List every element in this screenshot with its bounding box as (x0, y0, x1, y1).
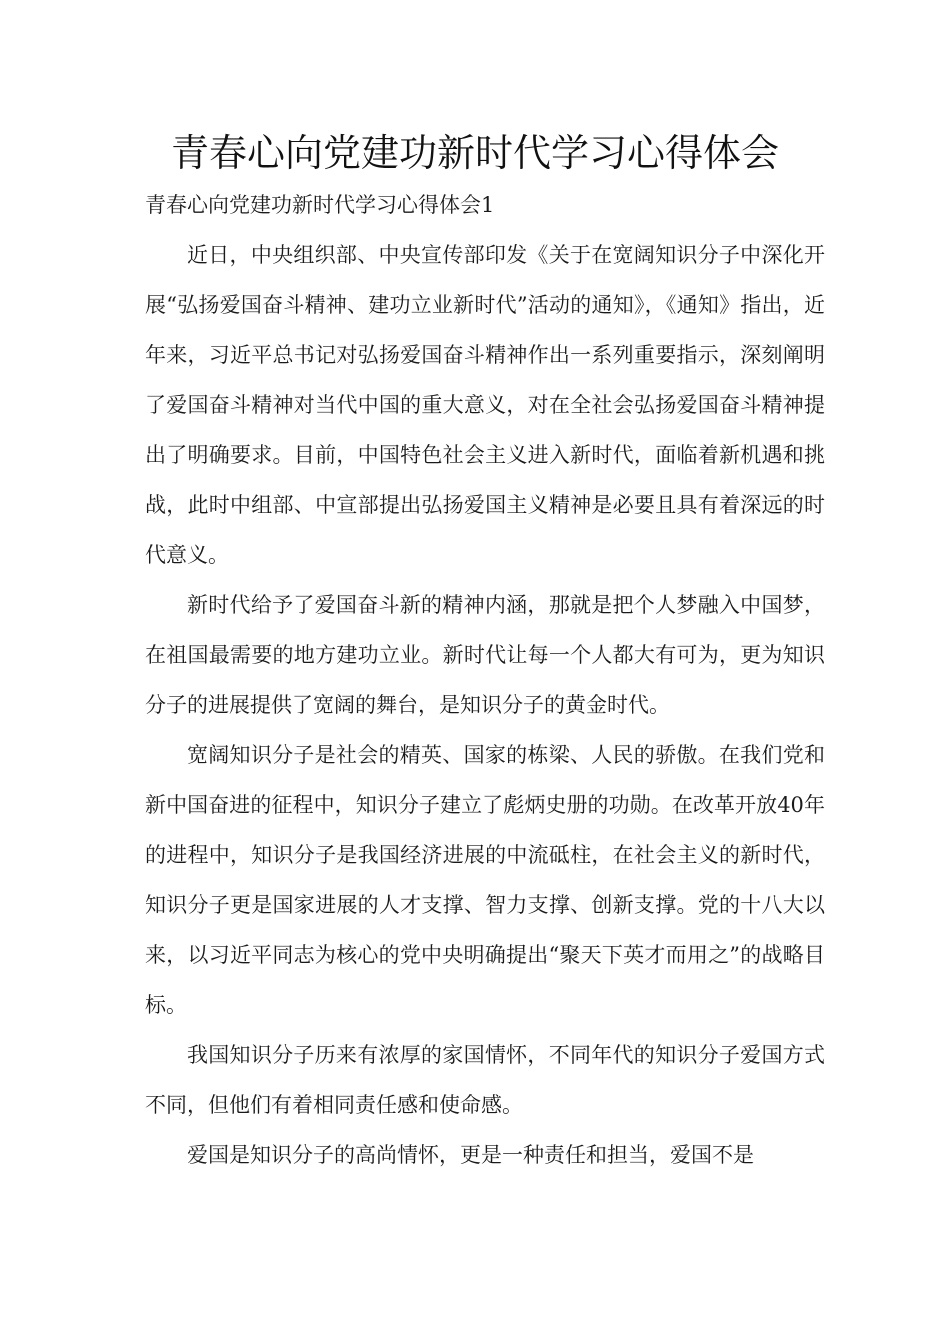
paragraph-2: 新时代给予了爱国奋斗新的精神内涵，那就是把个人梦融入中国梦，在祖国最需要的地方建功立业。新时代让每一个人都大有可为，更为知识分子的进展提供了宽阔的舞台，是知识分子的黄金时代。 (145, 593, 825, 717)
section-heading: 青春心向党建功新时代学习心得体会1 (145, 193, 495, 217)
paragraph-1: 近日，中央组织部、中央宣传部印发《关于在宽阔知识分子中深化开展“弘扬爱国奋斗精神、建功立业新时代”活动的通知》，《通知》指出，近年来，习近平总书记对弘扬爱国奋斗精神作出一系列重要指示，深刻阐明了爱国奋斗精神对当代中国的重大意义，对在全社会弘扬爱国奋斗精神提出了明确要求。目前，中国特色社会主义进入新时代，面临着新机遇和挑战，此时中组部、中宣部提出弘扬爱国主义精神是必要且具有着深远的时代意义。 (145, 243, 825, 567)
document-title: 青春心向党建功新时代学习心得体会 (170, 131, 779, 175)
paragraph-3: 宽阔知识分子是社会的精英、国家的栋梁、人民的骄傲。在我们党和新中国奋进的征程中，知识分子建立了彪炳史册的功勋。在改革开放40年的进程中，知识分子是我国经济进展的中流砥柱，在社会主义的新时代，知识分子更是国家进展的人才支撑、智力支撑、创新支撑。党的十八大以来，以习近平同志为核心的党中央明确提出“聚天下英才而用之”的战略目标。 (145, 743, 825, 1017)
paragraph-4: 我国知识分子历来有浓厚的家国情怀，不同年代的知识分子爱国方式不同，但他们有着相同责任感和使命感。 (145, 1043, 825, 1117)
document-body (145, 180, 825, 1180)
paragraph-5: 爱国是知识分子的高尚情怀，更是一种责任和担当，爱国不是 (187, 1143, 754, 1167)
